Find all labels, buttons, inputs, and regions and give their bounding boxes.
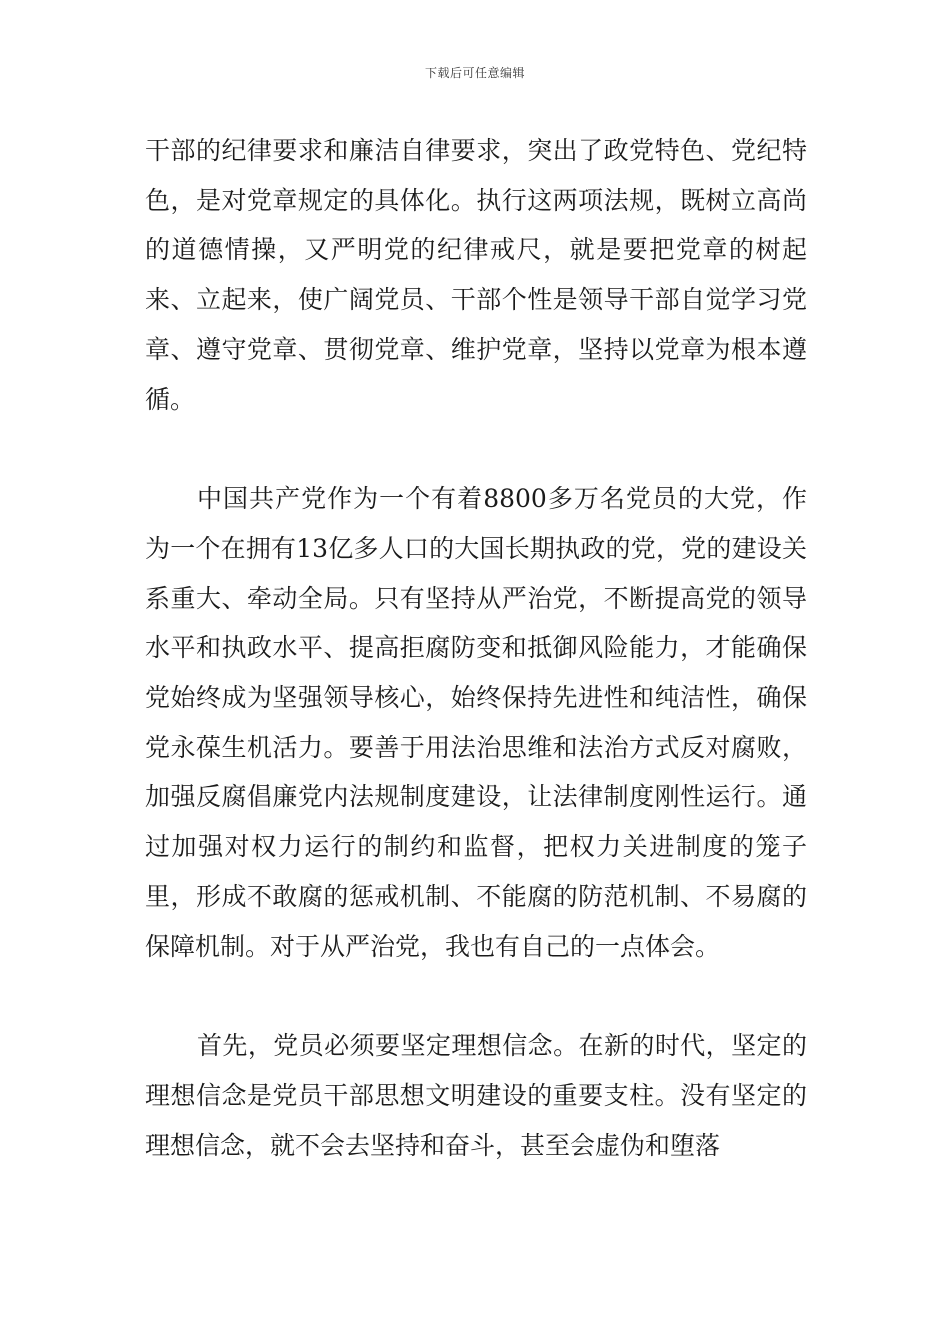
paragraph-spacer [145,424,807,474]
paragraph-1: 干部的纪律要求和廉洁自律要求，突出了政党特色、党纪特色，是对党章规定的具体化。执行这两项法规，既树立高尚的道德情操，又严明党的纪律戒尺，就是要把党章的树起来、立起来，使广阔党员、干部个性是领导干部自觉学习党章、遵守党章、贯彻党章、维护党章，坚持以党章为根本遵循。 [145,136,807,414]
paragraph-2: 中国共产党作为一个有着8800多万名党员的大党，作为一个在拥有13亿多人口的大国长期执政的党，党的建设关系重大、牵动全局。只有坚持从严治党，不断提高党的领导水平和执政水平、提高拒腐防变和抵御风险能力，才能确保党始终成为坚强领导核心，始终保持先进性和纯洁性，确保党永葆生机活力。要善于用法治思维和法治方式反对腐败，加强反腐倡廉党内法规制度建设，让法律制度刚性运行。通过加强对权力运行的制约和监督，把权力关进制度的笼子里，形成不敢腐的惩戒机制、不能腐的防范机制、不易腐的保障机制。对于从严治党，我也有自己的一点体会。 [145,484,807,961]
paragraph-spacer [145,971,807,1021]
page-header: 下载后可任意编辑 [424,66,525,80]
paragraph-3: 首先，党员必须要坚定理想信念。在新的时代，坚定的理想信念是党员干部思想文明建设的重要支柱。没有坚定的理想信念，就不会去坚持和奋斗，甚至会虚伪和堕落 [145,1031,807,1160]
document-body [145,126,807,1170]
